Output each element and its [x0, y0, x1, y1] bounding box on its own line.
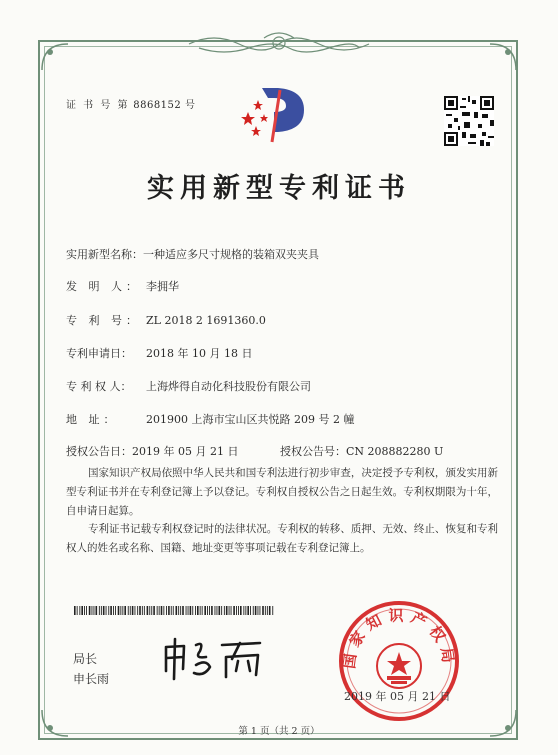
- field-patentee: [66, 378, 311, 394]
- field-patent-no-value: ZL 2018 2 1691360.0: [146, 314, 266, 327]
- statement-paragraph-2: 专利证书记载专利权登记时的法律状况。专利权的转移、质押、无效、终止、恢复和专利权人的姓名或名称、国籍、地址变更等事项记载在专利登记簿上。: [66, 523, 498, 554]
- field-patentee-label: 专 利 权 人：: [66, 380, 132, 393]
- field-address-label: 地 址：: [66, 413, 119, 426]
- field-patent-no: [66, 312, 266, 328]
- field-grant-no-label: 授权公告号：: [280, 445, 346, 458]
- field-patentee-value: 上海烨得自动化科技股份有限公司: [146, 380, 311, 393]
- certificate-title: 实用新型专利证书: [147, 173, 411, 204]
- certificate-number: [66, 96, 195, 111]
- field-grant-date-value: 2019 年 05 月 21 日: [132, 445, 239, 458]
- field-grant-no-value: CN 208882280 U: [346, 445, 444, 458]
- director-name: 申长雨: [73, 672, 110, 686]
- field-filing-date: [66, 345, 252, 361]
- certificate-number-label: 证 书 号 第: [66, 100, 130, 111]
- official-seal: [334, 596, 464, 726]
- corner-ornament-tr: [488, 42, 518, 72]
- field-grant-date-label: 授权公告日：: [66, 445, 132, 458]
- field-patent-no-label: 专 利 号：: [66, 314, 141, 327]
- statement-paragraph-1: 国家知识产权局依照中华人民共和国专利法进行初步审查，决定授予专利权，颁发实用新型专利证书并在专利登记簿上予以登记。专利权自授权公告之日起生效。专利权期限为十年，自申请日起算。: [66, 467, 498, 517]
- director-signature: [160, 637, 270, 681]
- field-address-value: 201900 上海市宝山区共悦路 209 号 2 幢: [146, 413, 355, 426]
- certificate-number-suffix: 号: [184, 100, 196, 111]
- field-inventor: [66, 278, 179, 294]
- field-address: [66, 411, 354, 427]
- field-name-value: 一种适应多尺寸规格的装箱双夹夹具: [143, 248, 319, 261]
- field-grant-date: [66, 443, 238, 459]
- director-title: 局长: [73, 652, 98, 666]
- corner-ornament-tl: [40, 42, 70, 72]
- field-name: [66, 246, 319, 262]
- seal-text: 国家知识产权局: [340, 606, 458, 670]
- seal-date: 2019 年 05 月 21 日: [344, 690, 451, 703]
- national-emblem-icon: [377, 644, 421, 688]
- field-grant-no: [280, 443, 443, 459]
- field-inventor-label: 发 明 人：: [66, 280, 141, 293]
- field-filing-date-value: 2018 年 10 月 18 日: [146, 347, 253, 360]
- page-footer: 第 1 页（共 2 页）: [238, 726, 320, 737]
- barcode-icon: [74, 606, 274, 615]
- certificate-number-value: 8868152: [133, 100, 182, 111]
- qr-code-icon: [444, 96, 494, 146]
- top-ornament: [184, 30, 374, 56]
- cnipa-logo-icon: [234, 84, 314, 146]
- field-filing-date-label: 专利申请日：: [66, 347, 132, 360]
- field-name-label: 实用新型名称：: [66, 248, 143, 261]
- field-inventor-value: 李拥华: [146, 280, 179, 293]
